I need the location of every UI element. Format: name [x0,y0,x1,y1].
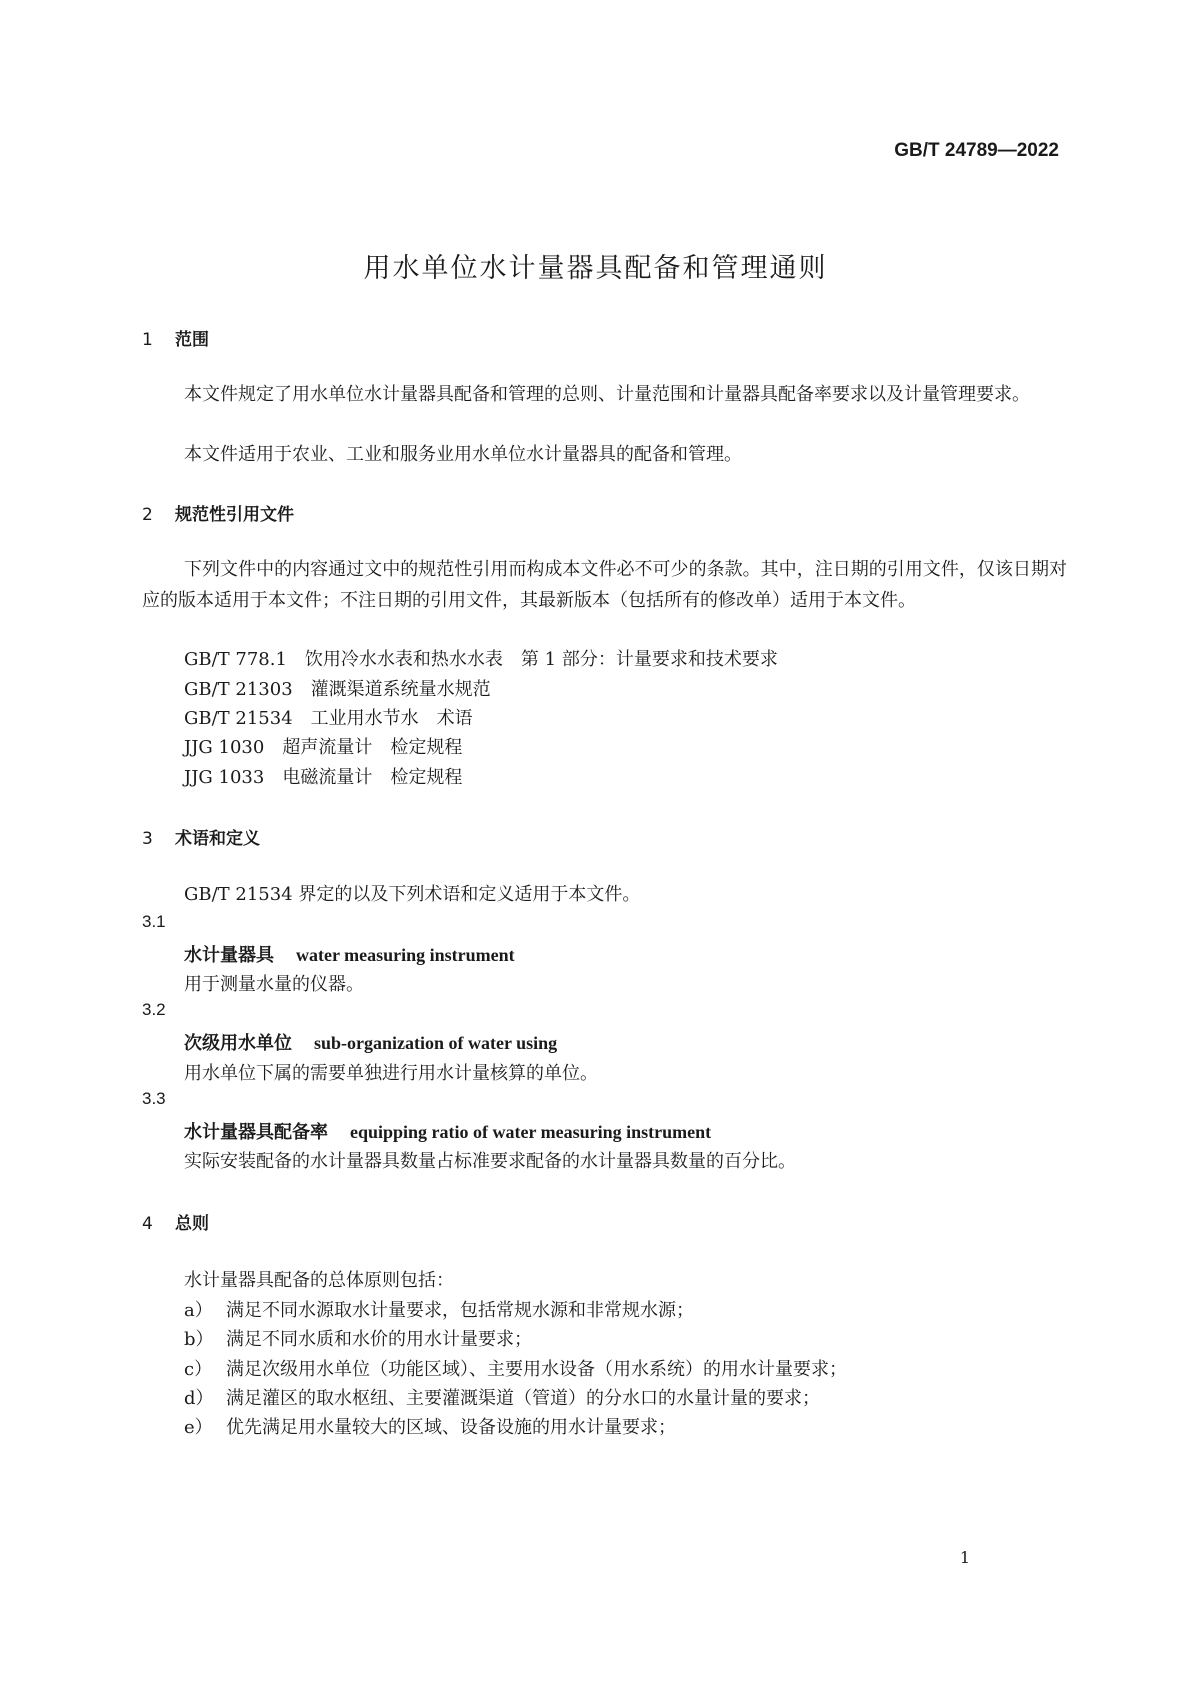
term-zh: 次级用水单位 [184,1033,292,1054]
list-text: 满足不同水质和水价的用水计量要求； [226,1329,532,1350]
scope-paragraph-1: 本文件规定了用水单位水计量器具配备和管理的总则、计量范围和计量器具配备率要求以及计量管理要求。 [184,384,1030,405]
reference-item: JJG 1030 超声流量计 检定规程 [184,737,463,758]
section-number: 2 [142,505,153,525]
list-item [184,1413,676,1439]
list-marker: e） [184,1417,213,1438]
section-title: 总则 [175,1214,209,1234]
list-text: 优先满足用水量较大的区域、设备设施的用水计量要求； [226,1417,676,1438]
term-number: 3.1 [142,912,166,931]
term-definition: 实际安装配备的水计量器具数量占标准要求配备的水计量器具数量的百分比。 [184,1151,796,1172]
section-3-heading [142,824,260,849]
section-title: 术语和定义 [175,829,260,849]
list-item [184,1325,532,1351]
list-item [184,1355,847,1381]
section-1-heading [142,325,209,350]
list-marker: b） [184,1329,214,1350]
section-title: 规范性引用文件 [175,505,294,525]
document-title: 用水单位水计量器具配备和管理通则 [363,253,828,284]
terms-intro: GB/T 21534 界定的以及下列术语和定义适用于本文件。 [184,884,641,905]
list-marker: c） [184,1359,213,1380]
term-heading [184,1118,711,1144]
term-zh: 水计量器具 [184,945,274,966]
term-number: 3.3 [142,1089,166,1108]
list-item [184,1296,694,1322]
list-text: 满足次级用水单位（功能区域）、主要用水设备（用水系统）的用水计量要求； [226,1359,847,1380]
scope-paragraph-2: 本文件适用于农业、工业和服务业用水单位水计量器具的配备和管理。 [184,444,742,465]
reference-item: JJG 1033 电磁流量计 检定规程 [184,767,463,788]
term-heading [184,1029,557,1055]
term-heading [184,941,515,967]
section-4-heading [142,1209,209,1234]
term-definition: 用于测量水量的仪器。 [184,974,364,995]
reference-item: GB/T 21534 工业用水节水 术语 [184,708,473,729]
term-zh: 水计量器具配备率 [184,1122,328,1143]
list-marker: d） [184,1388,214,1409]
section-number: 1 [142,330,153,350]
section-number: 4 [142,1214,153,1234]
section-number: 3 [142,829,153,849]
reference-item: GB/T 21303 灌溉渠道系统量水规范 [184,679,491,700]
principles-intro: 水计量器具配备的总体原则包括： [184,1270,454,1291]
term-en: sub-organization of water using [314,1033,558,1053]
list-marker: a） [184,1300,213,1321]
standard-number: GB/T 24789—2022 [894,140,1059,161]
list-text: 满足不同水源取水计量要求，包括常规水源和非常规水源； [226,1300,694,1321]
list-item [184,1384,820,1410]
list-text: 满足灌区的取水枢纽、主要灌溉渠道（管道）的分水口的水量计量的要求； [226,1388,820,1409]
term-definition: 用水单位下属的需要单独进行用水计量核算的单位。 [184,1063,598,1084]
term-number: 3.2 [142,1000,166,1019]
section-title: 范围 [175,330,209,350]
term-en: equipping ratio of water measuring instrument [350,1122,712,1142]
page-number: 1 [959,1548,970,1567]
section-2-heading [142,500,294,525]
references-paragraph: 下列文件中的内容通过文中的规范性引用而构成本文件必不可少的条款。其中，注日期的引用文件，仅该日期对应的版本适用于本文件；不注日期的引用文件，其最新版本（包括所有的修改单）适用于本文件。 [142,559,1067,611]
reference-item: GB/T 778.1 饮用冷水水表和热水水表 第 1 部分：计量要求和技术要求 [184,649,778,670]
term-en: water measuring instrument [296,945,515,965]
